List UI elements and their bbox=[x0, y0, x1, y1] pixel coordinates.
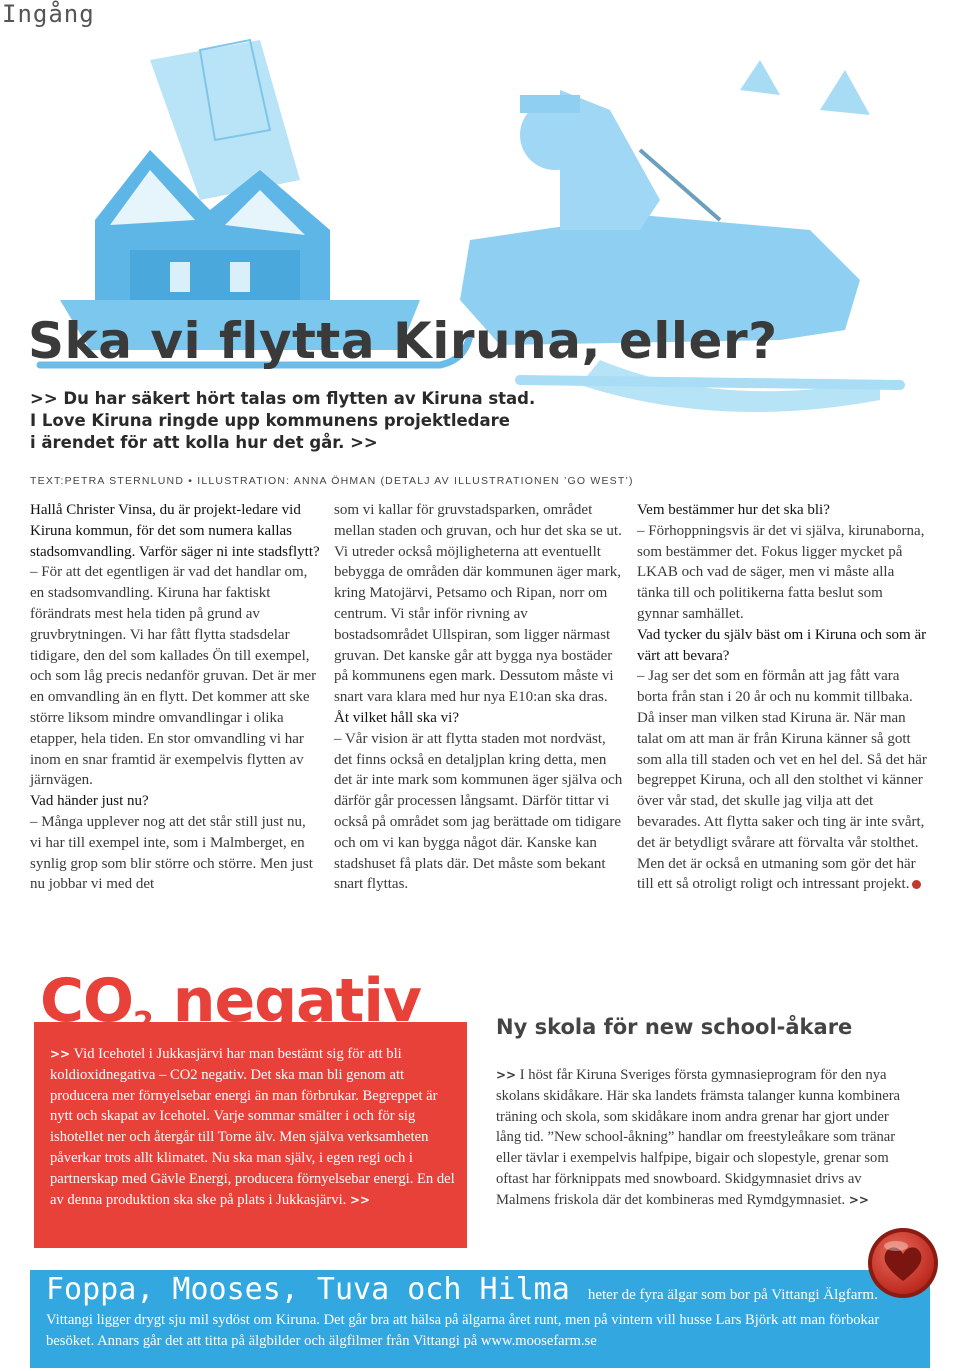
interview-answer: – Vår vision är att flytta staden mot nordväst, det finns också en detaljplan kring detta, men det är inte mark som kommunen äger själva och därför går processen långsamt. Därför tittar vi också på området som jag berättade om tidigare och om vi kan bygga något där. Kanske kan stadshuset få plats där. Det måste som bekant snart flyttas. bbox=[334, 730, 623, 893]
co2-title-sub: 2 bbox=[133, 1006, 153, 1041]
lede-line: I Love Kiruna ringde upp kommunens projektledare bbox=[30, 411, 510, 430]
end-mark-icon bbox=[912, 880, 921, 889]
skola-body bbox=[496, 1065, 916, 1211]
interview-answer bbox=[637, 666, 927, 895]
arrow-prefix: >> bbox=[496, 1068, 517, 1082]
interview-answer: – Många upplever nog att det står still just nu, vi har till exempel inte, som i Malmberget, en synlig grop som blir större och större. Men just nu jobbar vi med det bbox=[30, 813, 313, 893]
interview-question: Vad händer just nu? bbox=[30, 793, 149, 810]
skola-title: Ny skola för new school-åkare bbox=[496, 1015, 853, 1039]
moose-title-main: Foppa, Mooses, Tuva och Hilma bbox=[46, 1272, 570, 1307]
interview-answer: – Förhoppningsvis är det vi själva, kirunaborna, som bestämmer det. Fokus ligger mycket på LKAB och vad de säger, men vi måste alla tänka till och politikerna fatta beslut som gynnar samhället. bbox=[637, 522, 925, 622]
interview-answer: – För att det egentligen är vad det handlar om, en stadsomvandling. Kiruna har faktiskt förändrats mest hela tiden på grund av gruvbrytningen. Vi har fått flytta stadsdelar tidigare, den del som kallades Ön till exempel, och som låg precis nedanför gruvan. Det är mer en omvandling än en flytt. Det kommer att ske större liksom mindre omvandlingar i olika etapper, hela tiden. En stor omvandling vi har inom en snar framtid är exempelvis flytten av järnvägen. bbox=[30, 564, 317, 789]
co2-body bbox=[50, 1044, 455, 1210]
moose-title bbox=[46, 1272, 878, 1307]
article-column-2 bbox=[334, 500, 624, 895]
moose-body: Vittangi ligger drygt sju mil sydöst om Kiruna. Det går bra att hälsa på älgarna året runt, men på vintern vill husse Lars Björk att man förbokar besöket. Annars går det att titta på älgbilder och älgfilmer från Vittangi på www.moosefarm.se bbox=[46, 1312, 880, 1349]
skola-text: I höst får Kiruna Sveriges första gymnasieprogram för den nya skolans skidåkare. Här ska landets främsta talanger kunna kombinera träning och skola, som skidåkare inom andra grenar har gjort under lång tid. ”New school-åkning” handlar om freestyleåkare som tränar eller tävlar i exempelvis halfpipe, bigair och slopestyle, grenar som oftast har förknippats med snowboard. Skidgymnasiet drivs av Malmens friskola där det kombineras med Rymdgymnasiet. bbox=[496, 1067, 901, 1208]
byline: TEXT:PETRA STERNLUND • ILLUSTRATION: ANNA ÖHMAN (DETALJ AV ILLUSTRATIONEN ’GO WEST’) bbox=[30, 475, 634, 487]
interview-question: Vem bestämmer hur det ska bli? bbox=[637, 502, 830, 518]
tree-shapes bbox=[740, 60, 870, 115]
article-column-1 bbox=[30, 500, 320, 895]
interview-question: Åt vilket håll ska vi? bbox=[334, 709, 459, 726]
arrow-suffix: >> bbox=[349, 1192, 371, 1207]
co2-text: Vid Icehotel i Jukkasjärvi har man bestämt sig för att bli koldioxidnegativa – CO2 negativ. Det ska man bli genom att producera mer förnyelsebar energi än man förbrukar. Begreppet är nytt och skapat av Icehotel. Varje sommar smälter i och för sig ishotellet ner och återgår till Torne älv. Men själva verksamheten påverkar trots allt klimatet. Nu ska man själv, i egen regi och i partnerskap med Gävle Energi, producera förnyelsebar energi. En del av denna produktion ska ske på plats i Jukkasjärvi. bbox=[50, 1046, 455, 1208]
headline: Ska vi flytta Kiruna, eller? bbox=[28, 312, 778, 370]
interview-question: Hallå Christer Vinsa, du är projekt-ledare vid Kiruna kommun, för det som numera kallas stadsomvandling. Varför säger ni inte stadsflytt? bbox=[30, 502, 320, 560]
co2-title-main: CO bbox=[40, 966, 134, 1036]
answer-text: – Jag ser det som en förmån att jag fått vara borta från stan i 20 år och nu kommit tillbaka. Då inser man vilken stad Kiruna är. När man talat om att man är från Kiruna känner så gott som alla till staden och vet en hel del. Så det här begreppet Kiruna, och all den stolthet vi känner över vår stad, det skulle jag vilja att det bevarades. Att flytta saker och ting är inte svårt, det är betydligt svårare att förvalta vår stolthet. Men det är också en utmaning som gör det här till ett så otroligt roligt och intressant projekt. bbox=[637, 668, 927, 893]
article-column-3 bbox=[637, 500, 927, 895]
section-tag: Ingång bbox=[2, 0, 95, 28]
arrow-suffix: >> bbox=[848, 1192, 869, 1207]
lede bbox=[30, 388, 550, 454]
lede-line: i ärendet för att kolla hur det går. >> bbox=[30, 433, 378, 452]
lede-line: >> Du har säkert hört talas om flytten av Kiruna stad. bbox=[30, 389, 536, 408]
co2-title-rest: negativ bbox=[152, 966, 422, 1036]
moose-subtitle: heter de fyra älgar som bor på Vittangi Älgfarm. bbox=[587, 1287, 878, 1303]
co2-title bbox=[40, 966, 421, 1041]
interview-question: Vad tycker du själv bäst om i Kiruna och som är värt att bevara? bbox=[637, 626, 927, 664]
heart-icon bbox=[866, 1226, 940, 1300]
interview-answer: som vi kallar för gruvstadsparken, området mellan staden och gruvan, och hur det ska se ut. Vi utreder också möjligheterna att eventuellt bebygga de områden där kommunen äger mark, kring Matojärvi, Petsamo och Ripan, norr om centrum. Vi står inför rivning av bostadsområdet Ullspiran, som ligger närmast gruvan. Det kanske går att bygga nya bostäder på kommunens egen mark. Dessutom måste vi snart vara klara med hur nya E10:an ska dras. bbox=[334, 502, 622, 706]
arrow-prefix: >> bbox=[50, 1047, 71, 1061]
